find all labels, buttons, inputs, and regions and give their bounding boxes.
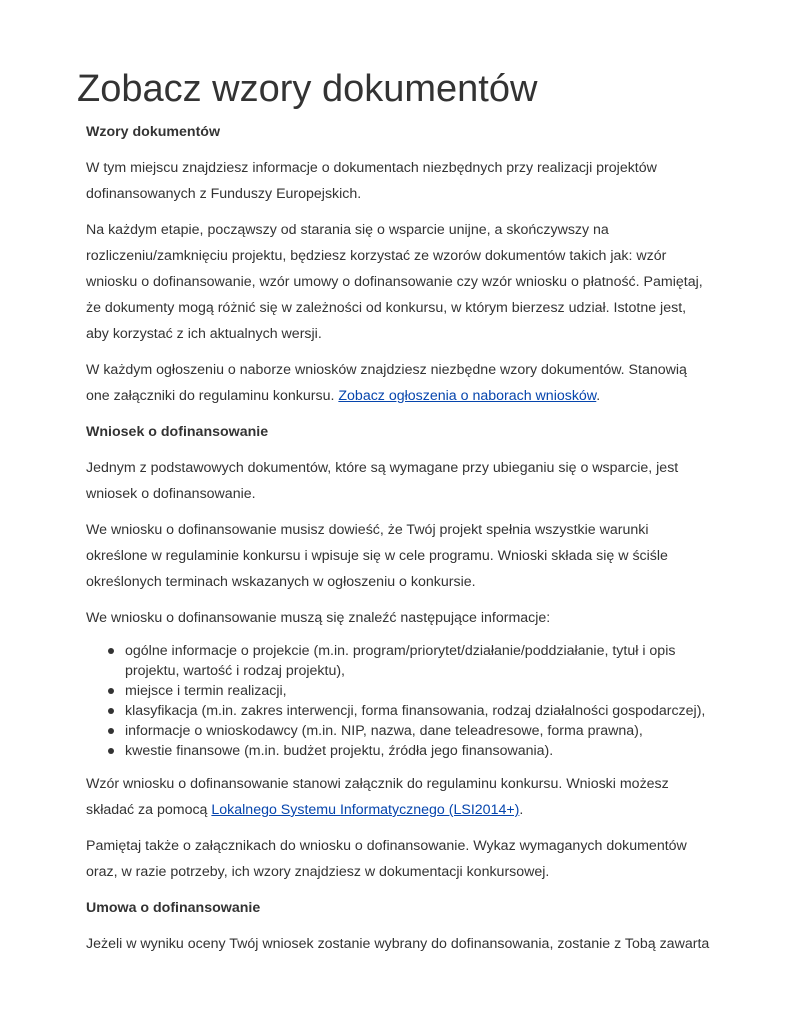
list-item-text: ogólne informacje o projekcie (m.in. program/priorytet/działanie/poddziałanie, tytuł i opis projektu, wartość i rodzaj projektu),	[125, 643, 676, 679]
list-item-text: miejsce i termin realizacji,	[125, 683, 287, 699]
list-item	[125, 721, 711, 741]
paragraph-announcements-end: .	[596, 388, 601, 404]
paragraph-attachments: Pamiętaj także o załącznikach do wniosku o dofinansowanie. Wykaz wymaganych dokumentów oraz, w razie potrzeby, ich wzory znajdziesz w dokumentacji konkursowej.	[86, 838, 687, 880]
paragraph-application-template-end: .	[519, 802, 524, 818]
section-heading-templates: Wzory dokumentów	[86, 124, 220, 140]
document-content	[86, 119, 711, 967]
page-title: Zobacz wzory dokumentów	[77, 68, 538, 110]
lsi-system-link[interactable]: Lokalnego Systemu Informatycznego (LSI2014+)	[211, 802, 520, 818]
bullet-icon	[108, 728, 114, 734]
paragraph-stages: Na każdym etapie, począwszy od starania się o wsparcie unijne, a skończywszy na rozliczeniu/zamknięciu projektu, będziesz korzystać ze wzorów dokumentów takich jak: wzór wniosku o dofinansowanie, wzór umowy o dofinansowanie czy wzór wniosku o płatność. Pamiętaj, że dokumenty mogą różnić się w zależności od konkursu, w którym bierzesz udział. Istotne jest, aby korzystać z ich aktualnych wersji.	[86, 222, 703, 342]
paragraph-application-template	[86, 771, 711, 823]
paragraph-application-info: We wniosku o dofinansowanie muszą się znaleźć następujące informacje:	[86, 610, 551, 626]
announcements-link[interactable]: Zobacz ogłoszenia o naborach wniosków	[338, 388, 597, 404]
list-item-text: kwestie finansowe (m.in. budżet projektu, źródła jego finansowania).	[125, 743, 554, 759]
bullet-icon	[108, 708, 114, 714]
application-info-list	[86, 641, 711, 761]
paragraph-agreement: Jeżeli w wyniku oceny Twój wniosek zostanie wybrany do dofinansowania, zostanie z Tobą zawarta	[86, 936, 710, 952]
section-heading-agreement: Umowa o dofinansowanie	[86, 900, 261, 916]
list-item-text: klasyfikacja (m.in. zakres interwencji, forma finansowania, rodzaj działalności gospodarczej),	[125, 703, 706, 719]
bullet-icon	[108, 648, 114, 654]
paragraph-intro: W tym miejscu znajdziesz informacje o dokumentach niezbędnych przy realizacji projektów dofinansowanych z Funduszy Europejskich.	[86, 160, 657, 202]
bullet-icon	[108, 688, 114, 694]
section-heading-application: Wniosek o dofinansowanie	[86, 424, 269, 440]
paragraph-announcements-text: W każdym ogłoszeniu o naborze wniosków znajdziesz niezbędne wzory dokumentów. Stanowią one załączniki do regulaminu konkursu.	[86, 362, 687, 404]
list-item-text: informacje o wnioskodawcy (m.in. NIP, nazwa, dane teleadresowe, forma prawna),	[125, 723, 643, 739]
paragraph-announcements	[86, 357, 711, 409]
list-item	[125, 741, 711, 761]
list-item	[125, 701, 711, 721]
list-item	[125, 681, 711, 701]
paragraph-application-requirements: We wniosku o dofinansowanie musisz dowieść, że Twój projekt spełnia wszystkie warunki określone w regulaminie konkursu i wpisuje się w cele programu. Wnioski składa się w ściśle określonych terminach wskazanych w ogłoszeniu o konkursie.	[86, 522, 668, 590]
list-item	[125, 641, 711, 681]
paragraph-application-basic: Jednym z podstawowych dokumentów, które są wymagane przy ubieganiu się o wsparcie, jest wniosek o dofinansowanie.	[86, 460, 679, 502]
bullet-icon	[108, 748, 114, 754]
paragraph-application-template-text: Wzór wniosku o dofinansowanie stanowi załącznik do regulaminu konkursu. Wnioski możesz składać za pomocą	[86, 776, 669, 818]
